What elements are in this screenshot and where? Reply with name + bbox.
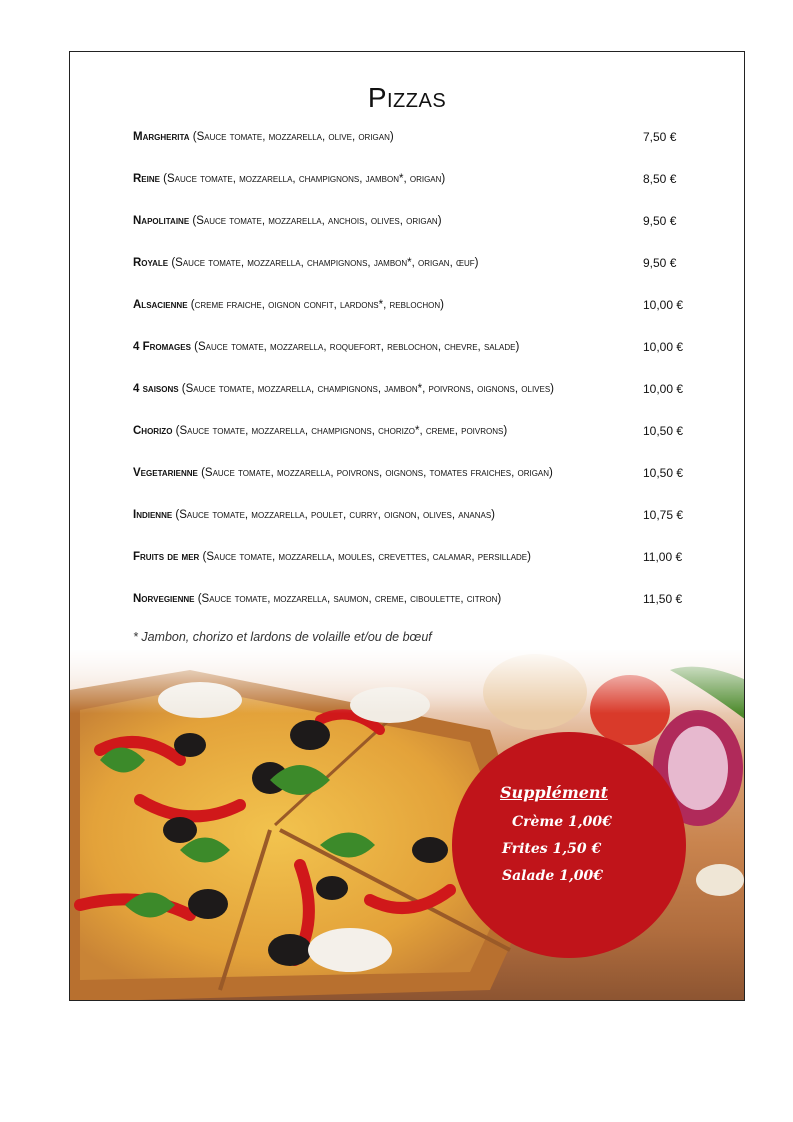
item-name: Vegetarienne — [133, 467, 198, 479]
list-item — [133, 295, 733, 337]
item-price: 11,00 € — [643, 550, 683, 564]
item-desc: (Sauce tomate, mozzarella, moules, crevettes, calamar, persillade) — [199, 551, 531, 563]
item-name: 4 saisons — [133, 383, 179, 395]
menu-page — [69, 51, 745, 1001]
list-item — [133, 421, 733, 463]
list-item — [133, 211, 733, 253]
item-desc: (Sauce tomate, mozzarella, anchois, olives, origan) — [189, 215, 442, 227]
page-title: Pizzas — [367, 82, 447, 113]
item-price: 10,50 € — [643, 424, 684, 438]
item-name: Chorizo — [133, 425, 173, 437]
item-desc: (Sauce tomate, mozzarella, poivrons, oignons, tomates fraiches, origan) — [197, 467, 553, 479]
item-price: 11,50 € — [643, 592, 683, 606]
list-item — [133, 463, 733, 505]
list-item — [133, 127, 733, 169]
pizza-list — [133, 127, 733, 631]
list-item — [133, 589, 733, 631]
list-item — [133, 169, 733, 211]
item-price: 10,00 € — [643, 340, 684, 354]
pizza-photo — [70, 650, 745, 1001]
item-desc: (Sauce tomate, mozzarella, poulet, curry, oignon, olives, ananas) — [172, 509, 495, 521]
item-desc: (Sauce tomate, mozzarella, champignons, jambon*, origan) — [159, 173, 446, 185]
item-desc: (Sauce tomate, mozzarella, olive, origan) — [189, 131, 394, 143]
item-price: 7,50 € — [643, 130, 677, 144]
item-name: Norvegienne — [133, 593, 195, 605]
item-name: Alsacienne — [133, 299, 188, 311]
item-price: 8,50 € — [643, 172, 677, 186]
item-price: 10,75 € — [643, 508, 684, 522]
item-price: 10,00 € — [643, 298, 684, 312]
item-price: 9,50 € — [643, 256, 677, 270]
list-item — [133, 253, 733, 295]
item-price: 10,50 € — [643, 466, 684, 480]
supplement-line: Frites 1,50 € — [502, 841, 602, 857]
item-price: 9,50 € — [643, 214, 677, 228]
item-desc: (Sauce tomate, mozzarella, roquefort, reblochon, chevre, salade) — [190, 341, 520, 353]
list-item — [133, 505, 733, 547]
item-desc: (Sauce tomate, mozzarella, champignons, chorizo*, creme, poivrons) — [172, 425, 508, 437]
item-name: Napolitaine — [133, 215, 190, 227]
item-name: Fruits de mer — [133, 551, 200, 563]
supplement-line: Salade 1,00€ — [502, 868, 603, 884]
item-name: 4 Fromages — [133, 341, 191, 353]
list-item — [133, 337, 733, 379]
item-name: Margherita — [133, 131, 190, 143]
item-desc: (creme fraiche, oignon confit, lardons*, reblochon) — [187, 299, 445, 311]
item-name: Royale — [133, 257, 169, 269]
item-desc: (Sauce tomate, mozzarella, champignons, jambon*, origan, œuf) — [168, 257, 479, 269]
list-item — [133, 547, 733, 589]
item-name: Reine — [133, 173, 160, 185]
item-desc: (Sauce tomate, mozzarella, champignons, jambon*, poivrons, oignons, olives) — [178, 383, 555, 395]
list-item — [133, 379, 733, 421]
item-name: Indienne — [133, 509, 173, 521]
supplement-title: Supplément — [500, 783, 608, 802]
footnote: * Jambon, chorizo et lardons de volaille et/ou de bœuf — [133, 630, 432, 644]
item-price: 10,00 € — [643, 382, 684, 396]
supplement-line: Crème 1,00€ — [512, 814, 612, 830]
item-desc: (Sauce tomate, mozzarella, saumon, creme, ciboulette, citron) — [194, 593, 502, 605]
